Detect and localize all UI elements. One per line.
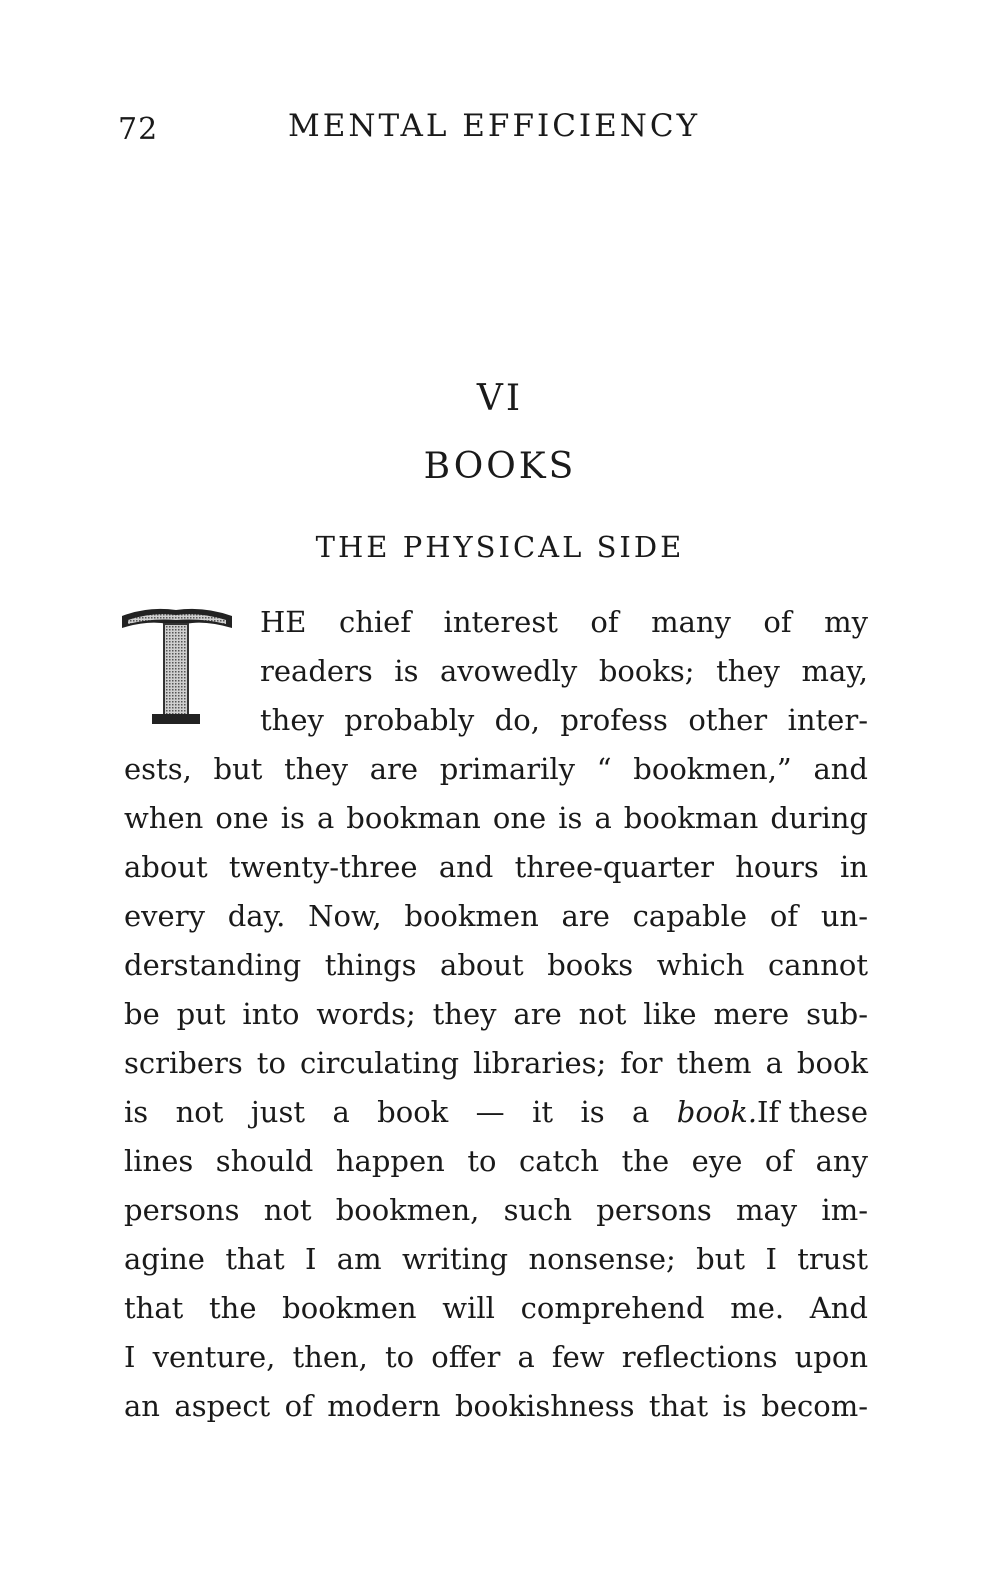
text-line: lines should happen to catch the eye of any bbox=[124, 1144, 868, 1178]
text-line: that the bookmen will comprehend me. And bbox=[124, 1291, 868, 1325]
chapter-title: BOOKS bbox=[423, 446, 577, 487]
drop-cap-text bbox=[118, 730, 119, 731]
body-text bbox=[124, 598, 868, 1431]
text-fragment: is not just a book — it is a bbox=[124, 1095, 650, 1129]
emphasis-word: book. bbox=[676, 1095, 758, 1129]
text-line: be put into words; they are not like mere sub- bbox=[124, 997, 868, 1031]
text-line: every day. Now, bookmen are capable of un- bbox=[124, 899, 868, 933]
text-line: HE chief interest of many of my bbox=[260, 605, 868, 639]
chapter-subtitle: THE PHYSICAL SIDE bbox=[315, 530, 685, 564]
chapter-number: VI bbox=[476, 378, 524, 419]
text-line: about twenty-three and three-quarter hours in bbox=[124, 850, 868, 884]
text-line: derstanding things about books which cannot bbox=[124, 948, 868, 982]
text-line: agine that I am writing nonsense; but I trust bbox=[124, 1242, 868, 1276]
text-line: they probably do, profess other inter- bbox=[260, 703, 868, 737]
page-number: 72 bbox=[118, 112, 159, 147]
text-line-mixed bbox=[124, 1088, 868, 1137]
text-fragment: If these bbox=[757, 1095, 868, 1129]
text-line: an aspect of modern bookishness that is becom- bbox=[124, 1389, 868, 1423]
text-line: scribers to circulating libraries; for them a book bbox=[124, 1046, 868, 1080]
text-line: persons not bookmen, such persons may im- bbox=[124, 1193, 868, 1227]
running-head bbox=[118, 108, 878, 152]
running-title: MENTAL EFFICIENCY bbox=[288, 108, 701, 144]
text-line: readers is avowedly books; they may, bbox=[260, 654, 868, 688]
text-line: when one is a bookman one is a bookman during bbox=[124, 801, 868, 835]
text-line: ests, but they are primarily “ bookmen,” and bbox=[124, 752, 868, 786]
drop-cap-letter bbox=[118, 602, 236, 730]
drop-cap bbox=[118, 602, 236, 730]
text-line: I venture, then, to offer a few reflections upon bbox=[124, 1340, 868, 1374]
